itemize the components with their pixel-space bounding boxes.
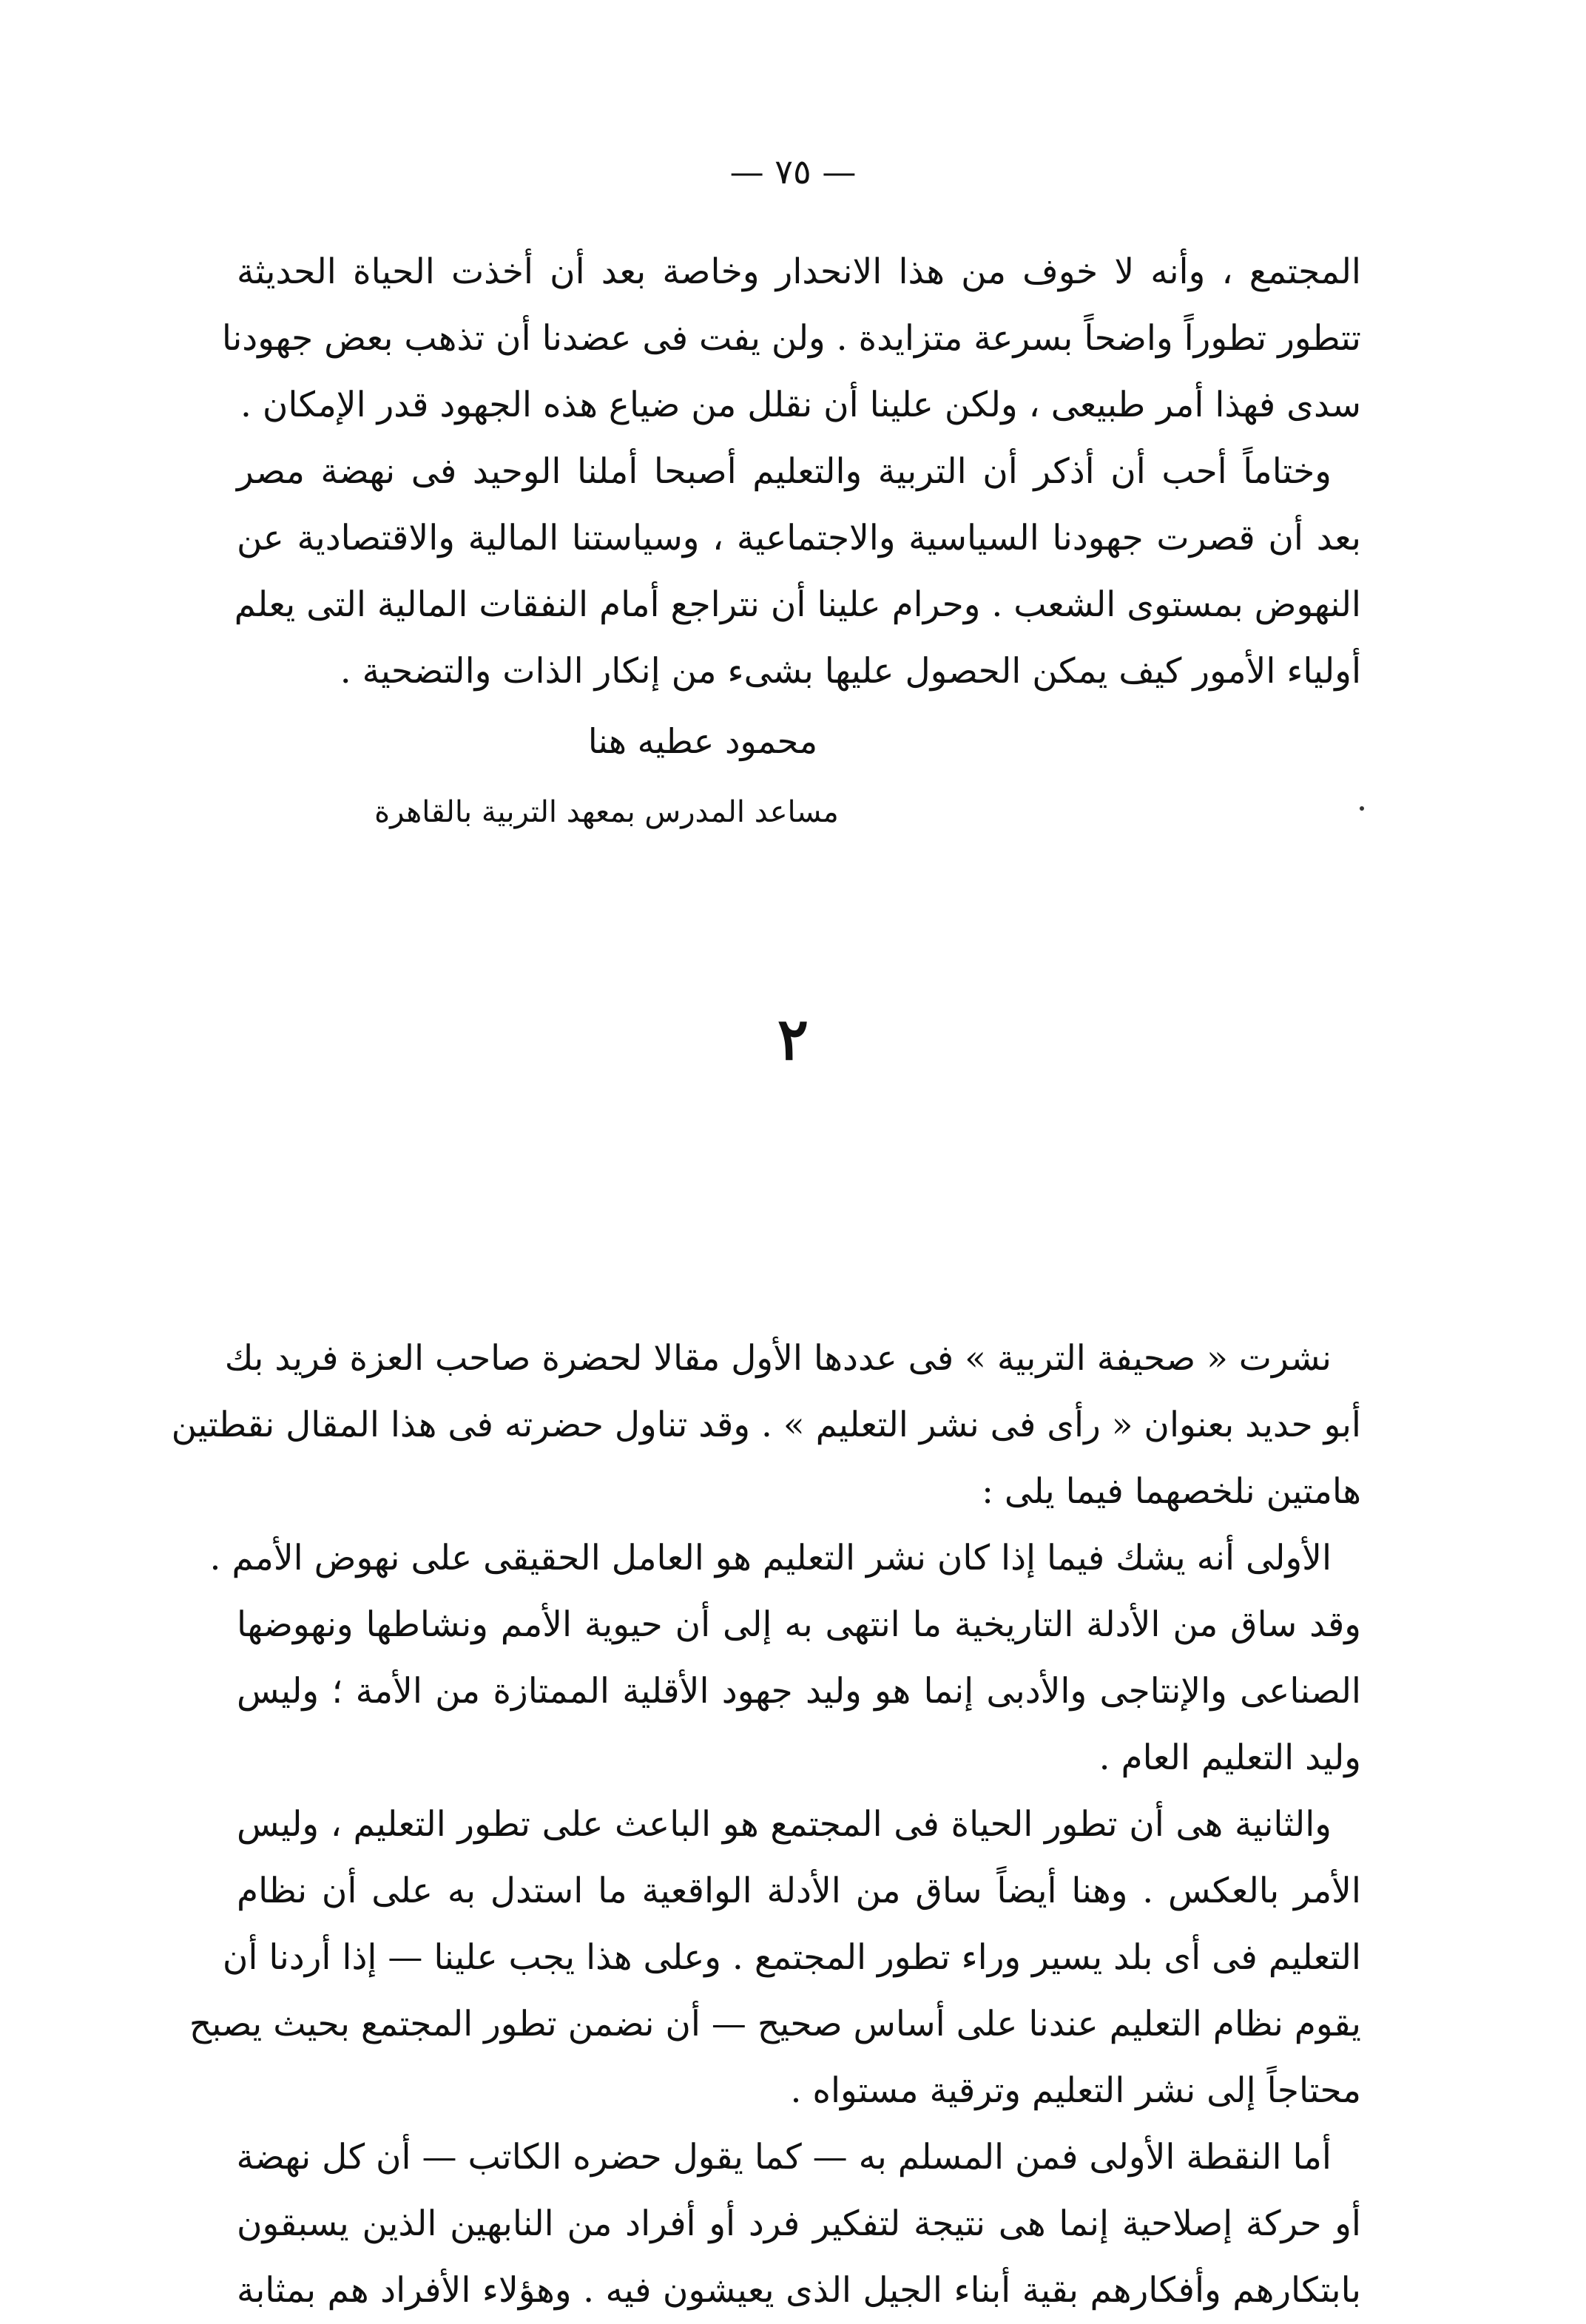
text-line: تتطور تطوراً واضحاً بسرعة متزايدة . ولن يفت فى عضدنا أن تذهب بعض جهودنا — [221, 318, 1361, 359]
author-signature — [222, 721, 1346, 761]
continued-article-text — [221, 239, 1361, 705]
text-line: نشرت « صحيفة التربية » فى عددها الأول مقالا لحضرة صاحب العزة فريد بك — [224, 1338, 1332, 1379]
text-line: أولياء الأمور كيف يمكن الحصول عليها بشىء من إنكار الذات والتضحية . — [340, 651, 1361, 692]
text-line: بعد أن قصرت جهودنا السياسية والاجتماعية ، وسياستنا المالية والاقتصادية عن — [237, 518, 1361, 558]
text-line: وليد التعليم العام . — [1099, 1737, 1361, 1778]
author-title: مساعد المدرس بمعهد التربية بالقاهرة — [374, 795, 839, 829]
text-line: الأمر بالعكس . وهنا أيضاً ساق من الأدلة الواقعية ما استدل به على أن نظام — [237, 1871, 1361, 1911]
text-line: التعليم فى أى بلد يسير وراء تطور المجتمع . وعلى هذا يجب علينا — إذا أردنا أن — [222, 1937, 1361, 1978]
text-line: يقوم نظام التعليم عندنا على أساس صحيح — أن نضمن تطور المجتمع بحيث يصبح — [189, 2004, 1361, 2044]
text-line: محتاجاً إلى نشر التعليم وترقية مستواه . — [790, 2070, 1361, 2111]
text-line: أما النقطة الأولى فمن المسلم به — كما يقول حضره الكاتب — أن كل نهضة — [236, 2137, 1332, 2178]
text-line: الصناعى والإنتاجى والأدبى إنما هو وليد جهود الأقلية الممتازة من الأمة ؛ وليس — [237, 1671, 1361, 1712]
page-number: — ٧٥ — — [729, 152, 857, 192]
text-line: بابتكارهم وأفكارهم بقية أبناء الجيل الذى يعيشون فيه . وهؤلاء الأفراد هم بمثابة — [237, 2270, 1361, 2311]
text-line: والثانية هى أن تطور الحياة فى المجتمع هو الباعث على تطور التعليم ، وليس — [237, 1804, 1332, 1845]
text-line: المجتمع ، وأنه لا خوف من هذا الانحدار وخاصة بعد أن أخذت الحياة الحديثة — [237, 251, 1361, 292]
text-line: النهوض بمستوى الشعب . وحرام علينا أن نتراجع أمام النفقات المالية التى يعلم — [234, 584, 1361, 625]
article-section-text — [171, 1325, 1361, 2324]
author-title-block — [237, 795, 1361, 829]
author-name: محمود عطيه هنا — [587, 721, 818, 761]
text-line: وختاماً أحب أن أذكر أن التربية والتعليم أصبحا أملنا الوحيد فى نهضة مصر — [237, 451, 1332, 492]
text-line: وقد ساق من الأدلة التاريخية ما انتهى به إلى أن حيوية الأمم ونشاطها ونهوضها — [237, 1604, 1361, 1645]
text-line: سدى فهذا أمر طبيعى ، ولكن علينا أن نقلل من ضياع هذه الجهود قدر الإمكان . — [240, 385, 1361, 425]
text-line: الأولى أنه يشك فيما إذا كان نشر التعليم هو العامل الحقيقى على نهوض الأمم . — [209, 1538, 1332, 1578]
text-line: أبو حديد بعنوان « رأى فى نشر التعليم » . وقد تناول حضرته فى هذا المقال نقطتين — [171, 1405, 1361, 1445]
section-number: ٢ — [777, 1006, 809, 1073]
stray-ink-dot — [1360, 806, 1364, 811]
text-line: أو حركة إصلاحية إنما هى نتيجة لتفكير فرد أو أفراد من النابهين الذين يسبقون — [237, 2203, 1361, 2244]
text-line: هامتين نلخصهما فيما يلى : — [982, 1471, 1361, 1512]
